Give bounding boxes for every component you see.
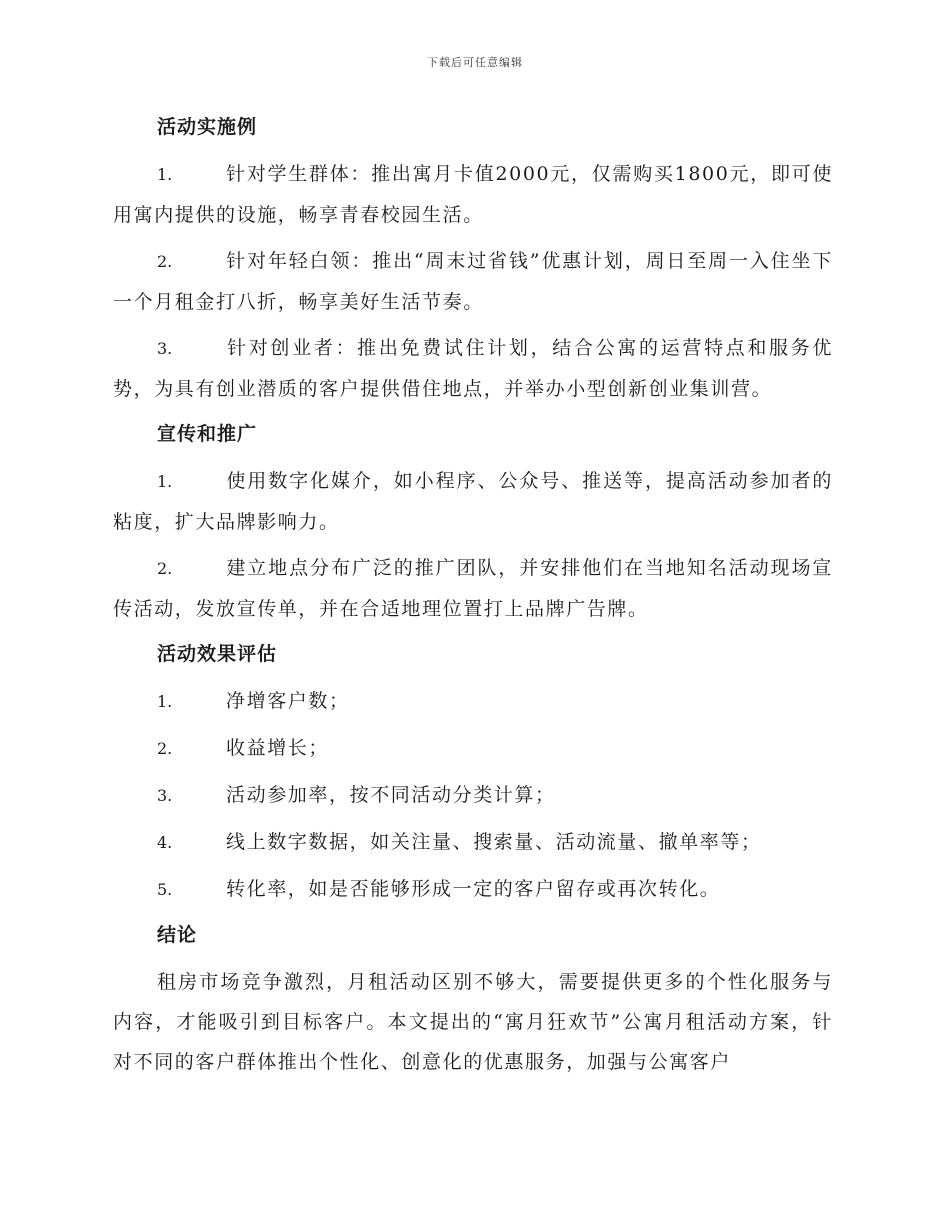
list-item-number: 4. xyxy=(157,833,173,852)
list-item-text: 针对年轻白领：推出“周末过省钱”优惠计划，周日至周一入住坐下一个月租金打八折，畅享美好生活节奏。 xyxy=(113,250,833,313)
list-item xyxy=(113,775,833,815)
section-heading-evaluation: 活动效果评估 xyxy=(157,643,278,665)
list-item-number: 2. xyxy=(157,739,173,758)
list-item-number: 2. xyxy=(157,559,173,578)
list-item-text: 收益增长； xyxy=(226,737,330,759)
list-item-number: 3. xyxy=(157,339,173,358)
list-item-text: 净增客户数； xyxy=(226,690,350,712)
document-body xyxy=(113,108,833,1082)
list-item-number: 1. xyxy=(157,165,173,184)
section-heading-examples: 活动实施例 xyxy=(157,116,258,138)
list-item xyxy=(113,822,833,862)
list-item xyxy=(113,869,833,909)
conclusion-paragraph: 租房市场竞争激烈，月租活动区别不够大，需要提供更多的个性化服务与内容，才能吸引到目标客户。本文提出的“寓月狂欢节”公寓月租活动方案，针对不同的客户群体推出个性化、创意化的优惠服务，加强与公寓客户 xyxy=(113,971,833,1073)
section-heading-conclusion: 结论 xyxy=(157,924,198,946)
list-item-text: 针对学生群体：推出寓月卡值2000元，仅需购买1800元，即可使用寓内提供的设施，畅享青春校园生活。 xyxy=(113,163,833,226)
list-item-number: 5. xyxy=(157,880,173,899)
list-item-text: 针对创业者：推出免费试住计划，结合公寓的运营特点和服务优势，为具有创业潜质的客户提供借住地点，并举办小型创新创业集训营。 xyxy=(113,337,833,400)
page-header-note: 下载后可任意编辑 xyxy=(427,56,523,69)
list-item-text: 活动参加率，按不同活动分类计算； xyxy=(226,784,556,806)
list-item-text: 转化率，如是否能够形成一定的客户留存或再次转化。 xyxy=(226,878,721,900)
list-item xyxy=(113,154,833,235)
list-item xyxy=(113,328,833,409)
list-item xyxy=(113,461,833,542)
list-item xyxy=(113,241,833,322)
list-item xyxy=(113,548,833,629)
list-item-number: 1. xyxy=(157,472,173,491)
list-item xyxy=(113,681,833,721)
list-item xyxy=(113,728,833,768)
section-heading-promotion: 宣传和推广 xyxy=(157,423,258,445)
list-item-text: 线上数字数据，如关注量、搜索量、活动流量、撤单率等； xyxy=(226,831,762,853)
list-item-number: 3. xyxy=(157,786,173,805)
list-item-number: 2. xyxy=(157,252,173,271)
list-item-text: 使用数字化媒介，如小程序、公众号、推送等，提高活动参加者的粘度，扩大品牌影响力。 xyxy=(113,470,833,533)
list-item-text: 建立地点分布广泛的推广团队，并安排他们在当地知名活动现场宣传活动，发放宣传单，并在合适地理位置打上品牌广告牌。 xyxy=(113,557,833,620)
list-item-number: 1. xyxy=(157,692,173,711)
